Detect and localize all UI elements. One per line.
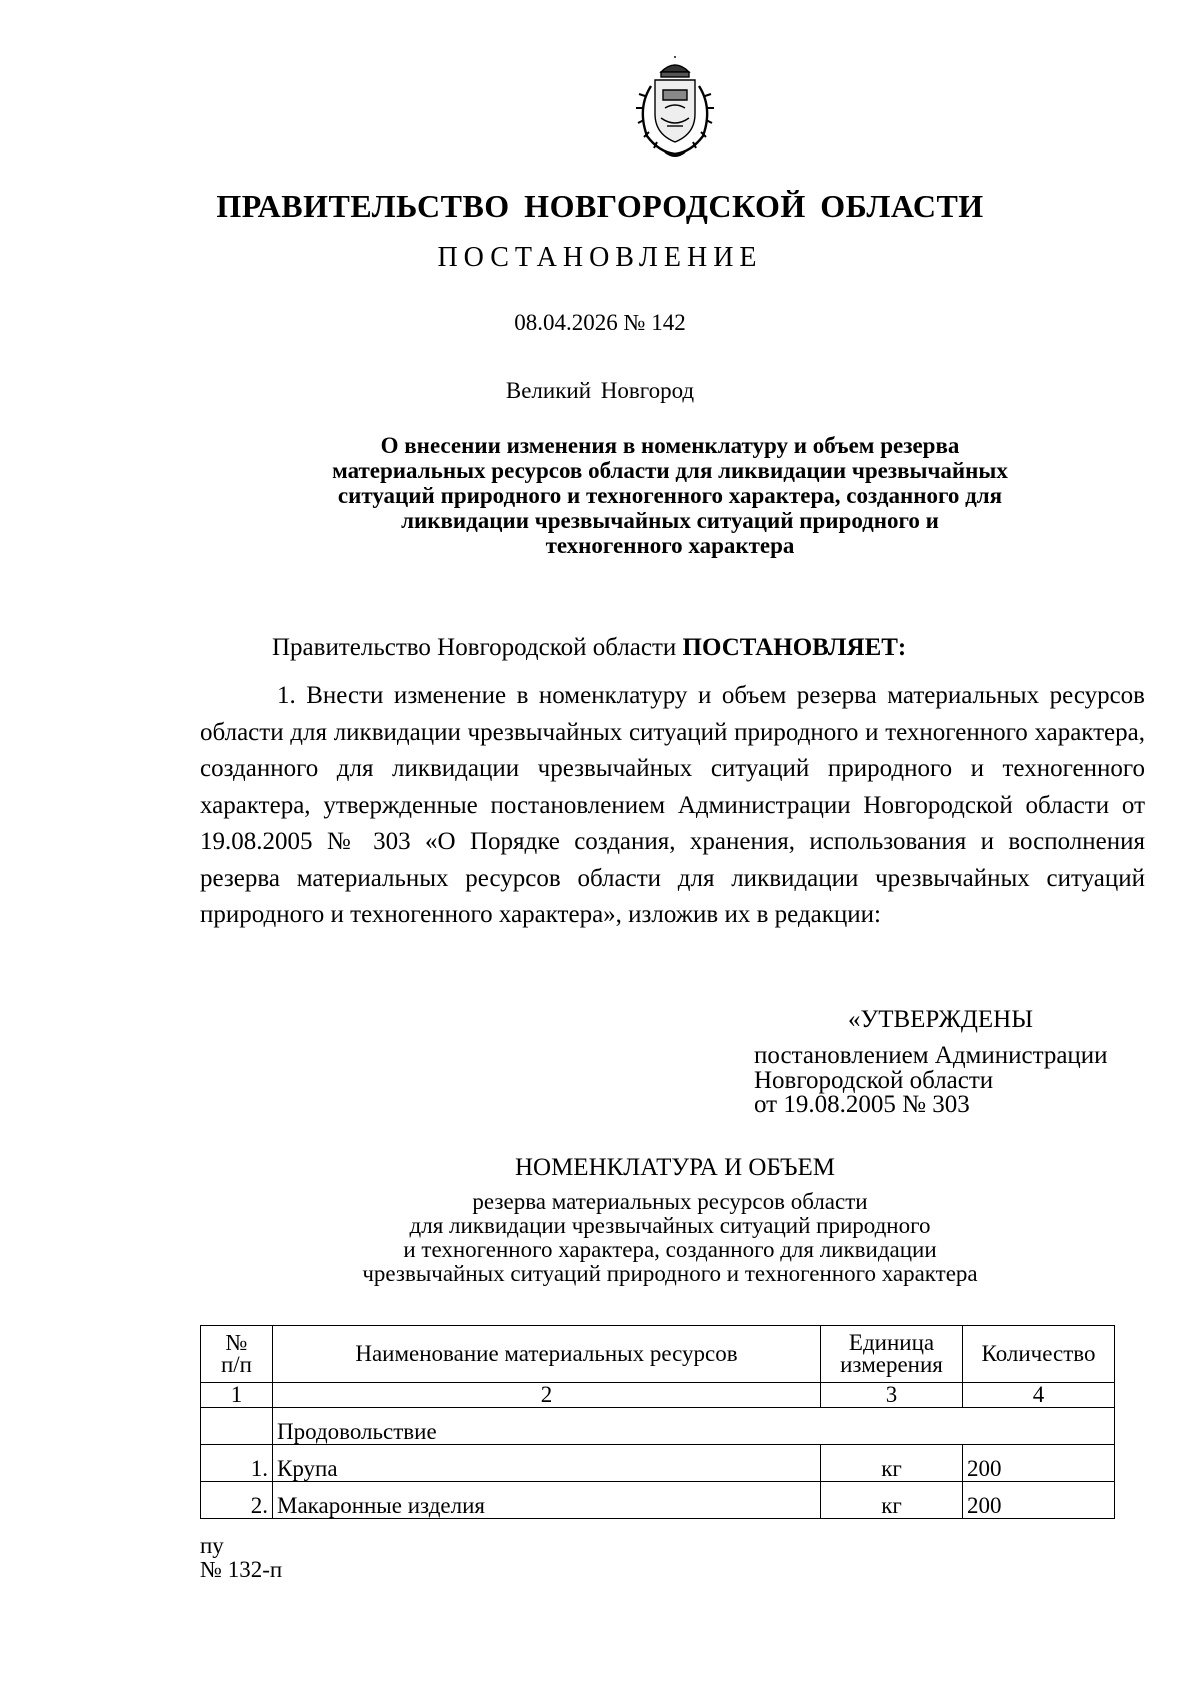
header-unit-line2: измерения [840, 1352, 943, 1377]
row-unit: кг [821, 1482, 963, 1519]
footer-line1: пу [200, 1533, 224, 1558]
col-number: 2 [273, 1383, 821, 1408]
document-title [230, 433, 1110, 558]
approval-details [754, 1044, 1108, 1118]
subtitle-line: для ликвидации чрезвычайных ситуаций природного [409, 1213, 931, 1238]
title-line: ликвидации чрезвычайных ситуаций природного и [401, 508, 939, 533]
title-line: материальных ресурсов области для ликвидации чрезвычайных [332, 458, 1008, 483]
approval-heading: «УТВЕРЖДЕНЫ [848, 1006, 1034, 1033]
subtitle-line: и техногенного характера, созданного для ликвидации [403, 1237, 937, 1262]
date-number: 08.04.2026 № 142 [514, 310, 686, 335]
paragraph-1: 1. Внести изменение в номенклатуру и объем резерва материальных ресурсов области для ликвидации чрезвычайных ситуаций природного и техногенного характера, созданного для ликвидации чрезвычайных ситуаций природного и техногенного характера, утвержденные постановлением Администрации Новгородской области от 19.08.2005 № 303 «О Порядке создания, хранения, использования и восполнения резерва материальных ресурсов области для ликвидации чрезвычайных ситуаций природного и техногенного характера», изложив их в редакции: [200, 682, 1145, 928]
document-type: ПОСТАНОВЛЕНИЕ [437, 242, 763, 273]
row-qty: 200 [963, 1445, 1115, 1482]
decree-bold: ПОСТАНОВЛЯЕТ: [682, 634, 907, 661]
col-number: 4 [963, 1383, 1115, 1408]
row-name: Макаронные изделия [273, 1482, 821, 1519]
table-row [201, 1445, 1115, 1482]
footer-line2: № 132-п [200, 1557, 283, 1582]
table-row [201, 1482, 1115, 1519]
decree-line [272, 634, 906, 662]
header-num-line1: № [225, 1330, 248, 1355]
resources-table [200, 1325, 1115, 1519]
row-qty: 200 [963, 1482, 1115, 1519]
header-unit [821, 1326, 963, 1383]
table-header-row [201, 1326, 1115, 1383]
section-label: Продовольствие [273, 1408, 1115, 1445]
row-unit: кг [821, 1445, 963, 1482]
city: Великий Новгород [505, 378, 695, 403]
row-num: 1. [201, 1445, 273, 1482]
header-num [201, 1326, 273, 1383]
col-number: 1 [201, 1383, 273, 1408]
nomenclature-title: НОМЕНКЛАТУРА И ОБЪЕМ [514, 1154, 836, 1181]
subtitle-line: резерва материальных ресурсов области [472, 1189, 868, 1214]
section-num-cell [201, 1408, 273, 1445]
column-number-row [201, 1383, 1115, 1408]
col-number: 3 [821, 1383, 963, 1408]
row-name: Крупа [273, 1445, 821, 1482]
title-line: О внесении изменения в номенклатуру и объем резерва [380, 433, 960, 458]
subtitle-line: чрезвычайных ситуаций природного и техногенного характера [362, 1261, 978, 1286]
coat-of-arms-icon [625, 56, 725, 161]
title-line: техногенного характера [545, 533, 795, 558]
row-num: 2. [201, 1482, 273, 1519]
header-name: Наименование материальных ресурсов [273, 1326, 821, 1383]
nomenclature-subtitle [230, 1190, 1110, 1286]
approval-line: постановлением Администрации [754, 1042, 1108, 1069]
header-qty: Количество [963, 1326, 1115, 1383]
approval-line: Новгородской области [754, 1066, 994, 1094]
header-num-line2: п/п [220, 1352, 252, 1377]
section-row [201, 1408, 1115, 1445]
decree-prefix: Правительство Новгородской области [272, 634, 677, 661]
footer-note [200, 1534, 282, 1582]
approval-line: от 19.08.2005 № 303 [754, 1091, 970, 1118]
header-unit-line1: Единица [848, 1330, 935, 1355]
government-name: ПРАВИТЕЛЬСТВО НОВГОРОДСКОЙ ОБЛАСТИ [216, 188, 984, 224]
title-line: ситуаций природного и техногенного характера, созданного для [337, 483, 1003, 508]
